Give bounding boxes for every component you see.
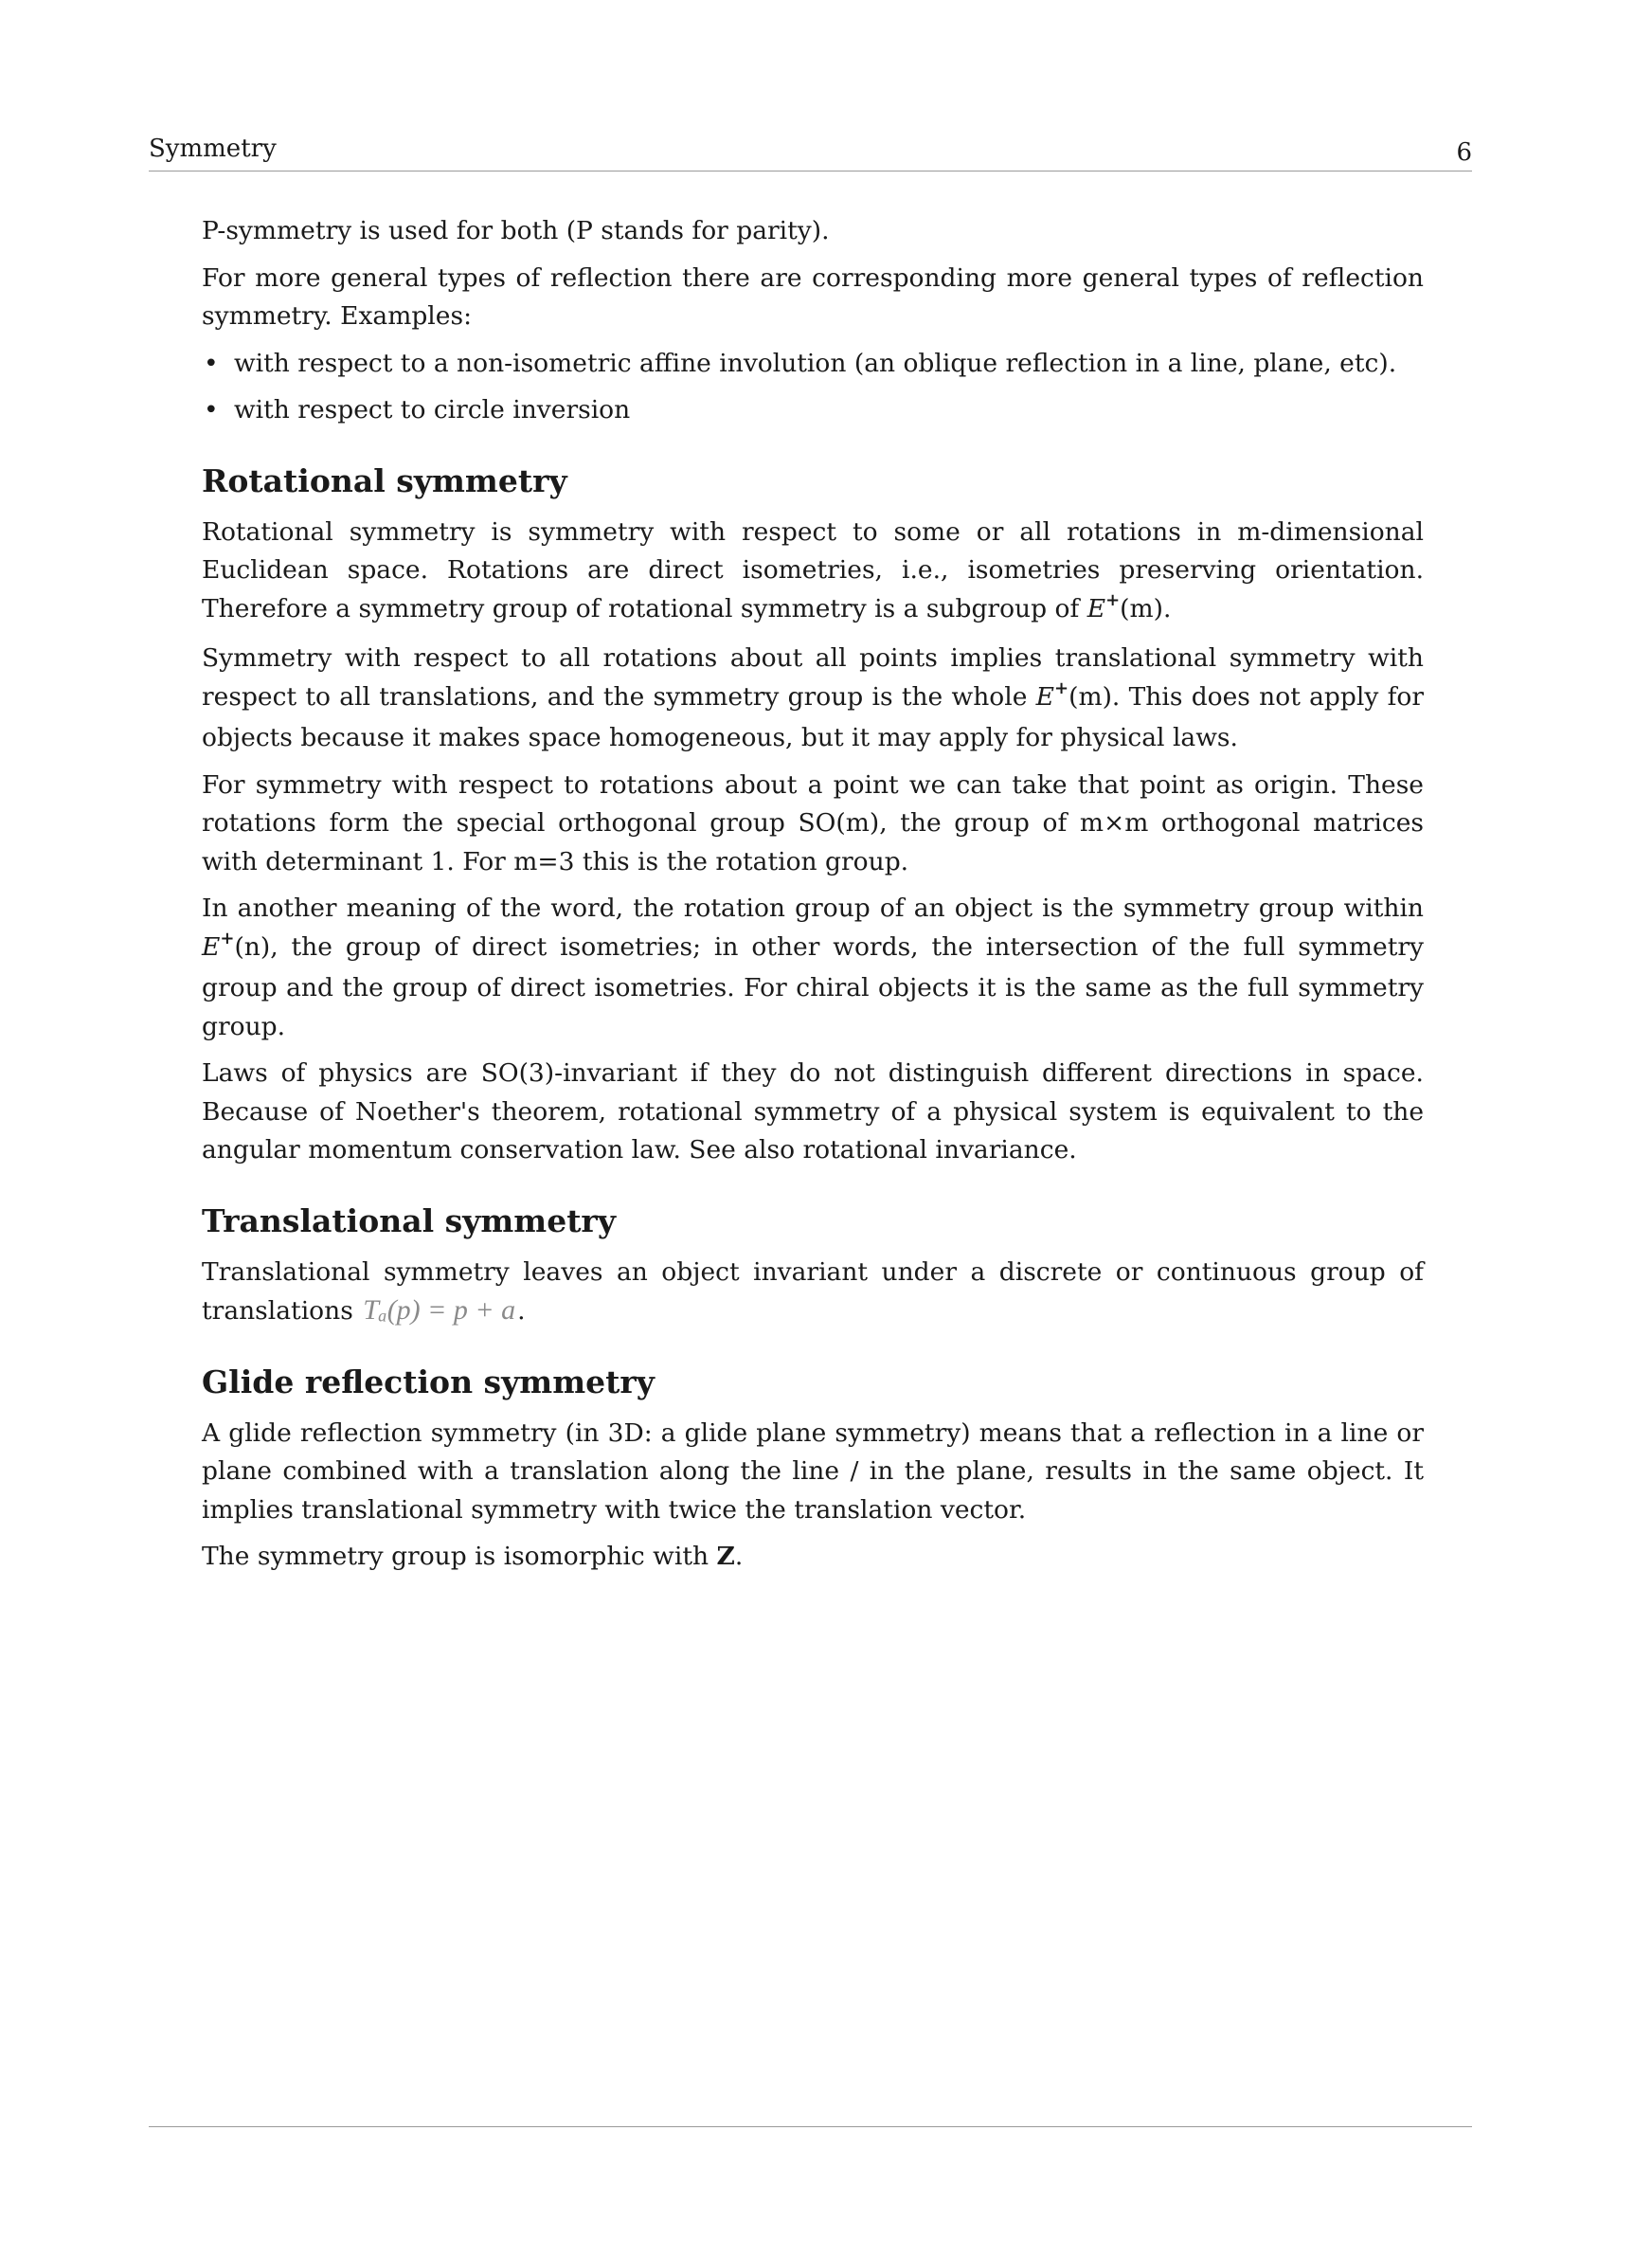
- paragraph: [202, 1254, 1424, 1331]
- footer-rule: [149, 2126, 1472, 2127]
- running-header: [149, 133, 1472, 172]
- paragraph-text: (n), the group of direct isometries; in other words, the intersection of the full symmetry group and the group of direct isometries. For chiral objects it is the same as the full symmetry group.: [202, 931, 1424, 1041]
- bullet-icon: •: [204, 395, 219, 424]
- list-item-text: with respect to a non-isometric affine involution (an oblique reflection in a line, plane, etc).: [234, 348, 1397, 378]
- paragraph: [202, 1538, 1424, 1577]
- paragraph-text: (m).: [1120, 593, 1172, 623]
- paragraph-text: Translational symmetry leaves an object invariant under a discrete or continuous group of translations: [202, 1256, 1424, 1326]
- superscript-plus: +: [220, 928, 235, 948]
- list-item: [202, 345, 1424, 384]
- header-title: Symmetry: [149, 135, 277, 163]
- paragraph-text: (m). This does not apply for objects because it makes space homogeneous, but it may apply for physical laws.: [202, 681, 1424, 752]
- page-content: [202, 212, 1424, 1585]
- paragraph: A glide reflection symmetry (in 3D: a glide plane symmetry) means that a reflection in a line or plane combined with a translation along the line / in the plane, results in the same object. It implies translational symmetry with twice the translation vector.: [202, 1417, 1424, 1525]
- list-item-text: with respect to circle inversion: [234, 395, 631, 424]
- superscript-plus: +: [1054, 677, 1069, 698]
- superscript-plus: +: [1105, 589, 1121, 610]
- paragraph-text: .: [517, 1296, 526, 1326]
- section-rotational-symmetry: [202, 462, 1424, 1170]
- bullet-icon: •: [204, 348, 219, 378]
- euclidean-group-symbol: E: [1035, 681, 1055, 712]
- euclidean-group-symbol: E: [202, 931, 221, 962]
- paragraph: [202, 640, 1424, 758]
- section-heading: Translational symmetry: [202, 1201, 616, 1239]
- section-translational-symmetry: [202, 1202, 1424, 1331]
- examples-list: [202, 345, 1424, 430]
- paragraph: [202, 890, 1424, 1046]
- intro-paragraph-2: For more general types of reflection there are corresponding more general types of reflection symmetry. Examples:: [202, 262, 1424, 331]
- paragraph: Laws of physics are SO(3)-invariant if they do not distinguish different directions in space. Because of Noether's theorem, rotational symmetry of a physical system is equivalent to the angular momentum conservation law. See also rotational invariance.: [202, 1058, 1424, 1165]
- section-heading: Glide reflection symmetry: [202, 1363, 655, 1400]
- translation-formula: Tₐ(p) = p + a: [363, 1294, 516, 1326]
- paragraph: For symmetry with respect to rotations about a point we can take that point as origin. These rotations form the special orthogonal group SO(m), the group of m×m orthogonal matrices with determinant 1. For m=3 this is the rotation group.: [202, 769, 1424, 876]
- paragraph-text: Rotational symmetry is symmetry with respect to some or all rotations in m-dimensional Euclidean space. Rotations are direct isometries, i.e., isometries preserving orientation. Therefore a symmetry group of rotational symmetry is a subgroup of: [202, 516, 1424, 623]
- paragraph-text: Symmetry with respect to all rotations about all points implies translational symmetry with respect to all translations, and the symmetry group is the whole: [202, 643, 1424, 712]
- page-number: 6: [1456, 138, 1472, 167]
- euclidean-group-symbol: E: [1086, 593, 1106, 623]
- integers-symbol: Z: [716, 1542, 735, 1571]
- paragraph-text: The symmetry group is isomorphic with: [202, 1542, 717, 1571]
- paragraph: [202, 514, 1424, 632]
- paragraph-text: In another meaning of the word, the rotation group of an object is the symmetry group within: [202, 894, 1424, 923]
- paragraph-text: .: [734, 1542, 744, 1571]
- list-item: [202, 391, 1424, 430]
- section-heading: Rotational symmetry: [202, 461, 567, 499]
- section-glide-reflection-symmetry: [202, 1363, 1424, 1577]
- intro-paragraph-1: P-symmetry is used for both (P stands for parity).: [202, 216, 830, 245]
